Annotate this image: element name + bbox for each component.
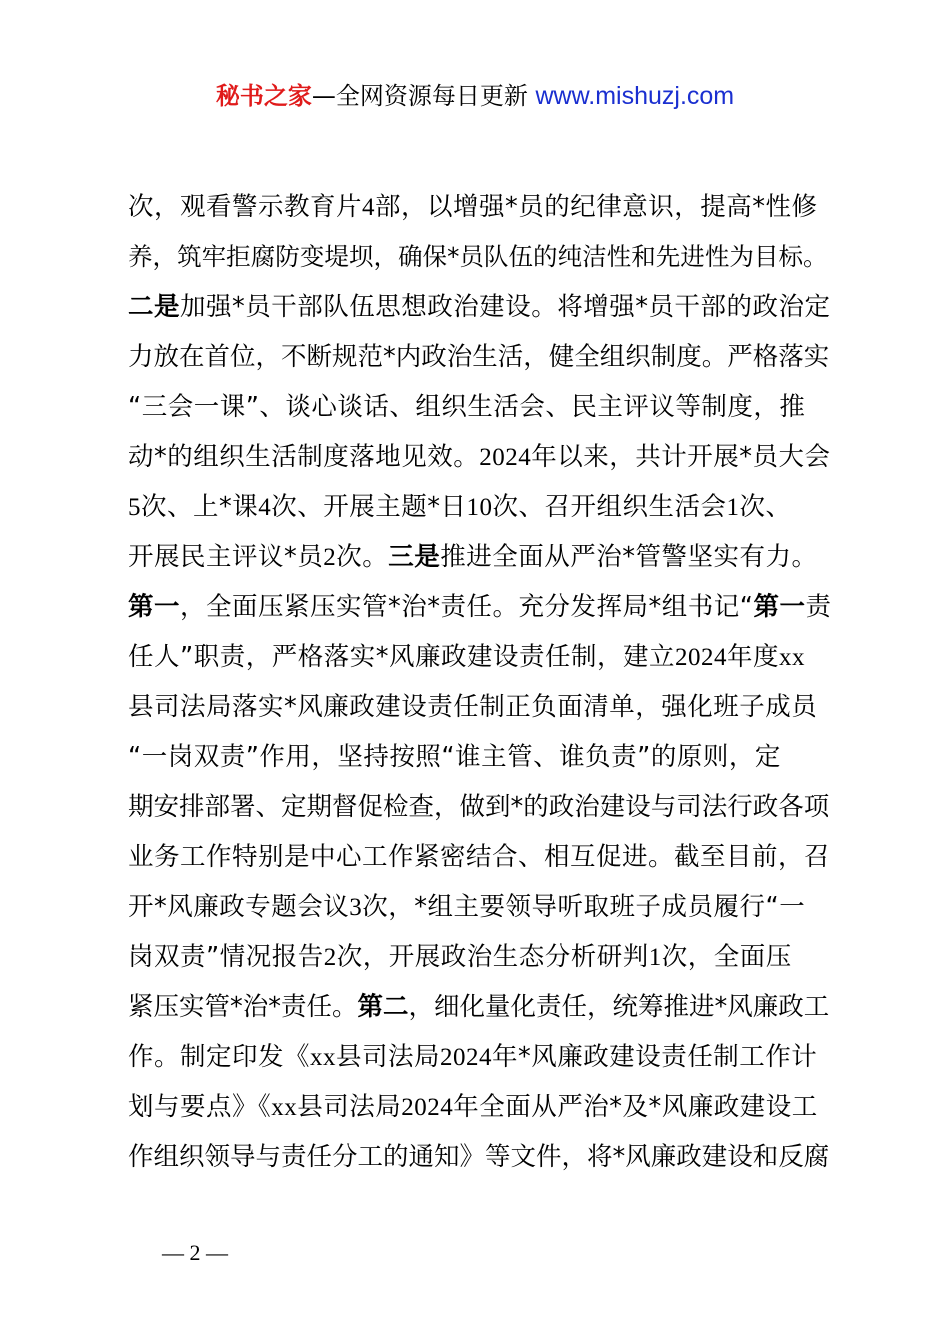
emphasis-text: 二是 <box>128 292 181 322</box>
text-segment: 5 <box>128 494 141 521</box>
text-segment: 次，观看警示教育片 <box>128 192 363 222</box>
text-segment: 业务工作特别是中心工作紧密结合、相互促进。截至目前，召 <box>128 842 831 872</box>
text-segment: 任人”职责，严格落实*风廉政建设责任制，建立 <box>128 642 675 672</box>
text-segment: 岗双责”情况报告 <box>128 942 324 972</box>
text-line <box>128 982 834 1032</box>
text-segment: 部，以增强*员的纪律意识，提高*性修 <box>375 192 818 222</box>
text-segment: 次。 <box>336 542 389 572</box>
text-segment: 4 <box>362 194 376 221</box>
text-segment: ，细化量化责任，统筹推进*风廉政工 <box>408 992 830 1022</box>
text-segment: 责 <box>805 592 832 622</box>
text-segment: 力放在首位，不断规范*内政治生活，健全组织制度。严格落实 <box>128 342 830 372</box>
emphasis-text: 三是 <box>388 542 441 572</box>
text-segment: 县司法局落实*风廉政建设责任制正负面清单，强化班子成员 <box>128 692 818 722</box>
text-segment: 期安排部署、定期督促检查，做到*的政治建设与司法行政各项 <box>128 792 830 822</box>
text-line <box>128 1132 834 1182</box>
site-header <box>0 78 950 114</box>
text-segment: 10 <box>466 494 493 521</box>
text-line <box>128 732 834 782</box>
site-tagline: —全网资源每日更新 <box>311 82 528 110</box>
text-segment: 2024 <box>674 644 727 671</box>
text-line <box>128 1032 834 1082</box>
text-segment: 2024 <box>479 444 532 471</box>
text-segment: 县司法局 <box>336 1042 441 1072</box>
text-segment: xx <box>271 1094 298 1121</box>
text-segment: 划与要点》《 <box>128 1092 272 1122</box>
text-segment: 3 <box>349 894 363 921</box>
text-line <box>128 1082 834 1132</box>
text-segment: 2 <box>323 944 337 971</box>
text-line <box>128 332 834 382</box>
text-segment: 县司法局 <box>297 1092 402 1122</box>
text-segment: 紧压实管*治*责任。 <box>128 992 358 1022</box>
site-brand: 秘书之家 <box>215 82 312 110</box>
text-segment: 1 <box>726 494 740 521</box>
page-number: — 2 — <box>162 1240 228 1265</box>
text-line <box>128 482 834 532</box>
text-segment: 4 <box>258 494 272 521</box>
text-line <box>128 582 834 632</box>
emphasis-text: 第一 <box>753 592 806 622</box>
site-url-link[interactable]: www.mishuzj.com <box>535 82 735 110</box>
text-segment: 2024 <box>440 1044 493 1071</box>
text-segment: 养，筑牢拒腐防变堤坝，确保*员队伍的纯洁性和先进性为目标。 <box>128 242 828 271</box>
emphasis-text: 第二 <box>357 992 409 1022</box>
text-segment: 次、上*课 <box>141 492 259 522</box>
text-segment: 年度 <box>726 642 779 672</box>
text-line <box>128 532 834 582</box>
text-line <box>128 882 834 932</box>
emphasis-text: 第一 <box>128 592 181 622</box>
text-segment: 次，全面压 <box>661 942 792 972</box>
text-line <box>128 782 834 832</box>
document-body <box>128 182 834 1182</box>
text-segment: 加强*员干部队伍思想政治建设。将增强*员干部的政治定 <box>180 292 831 322</box>
text-line <box>128 682 834 732</box>
text-segment: “一岗双责”作用，坚持按照“谁主管、谁负责”的原则，定 <box>128 742 781 772</box>
text-segment: ，全面压紧压实管*治*责任。充分发挥局*组书记“ <box>180 592 754 622</box>
text-segment: 次，开展政治生态分析研判 <box>336 942 649 972</box>
text-segment: 推进全面从严治*管警坚实有力。 <box>440 542 818 572</box>
text-line <box>128 182 834 232</box>
text-segment: 年以来，共计开展*员大会 <box>531 442 831 472</box>
text-segment: 动*的组织生活制度落地见效。 <box>128 442 480 472</box>
text-segment: 作组织领导与责任分工的通知》等文件，将*风廉政建设和反腐 <box>128 1142 830 1172</box>
text-segment: 年全面从严治*及*风廉政建设工 <box>453 1092 818 1122</box>
text-segment: 开*风廉政专题会议 <box>128 892 350 922</box>
text-segment: xx <box>778 644 805 671</box>
text-segment: “三会一课”、谈心谈话、组织生活会、民主评议等制度，推 <box>128 392 806 422</box>
text-line <box>128 232 834 282</box>
text-segment: 年*风廉政建设责任制工作计 <box>492 1042 818 1072</box>
text-segment: 1 <box>648 944 662 971</box>
text-line <box>128 932 834 982</box>
text-line <box>128 432 834 482</box>
text-line <box>128 832 834 882</box>
text-segment: 2 <box>323 544 337 571</box>
text-segment: xx <box>310 1044 337 1071</box>
text-segment: 次、开展主题*日 <box>271 492 467 522</box>
text-segment: 2024 <box>401 1094 454 1121</box>
text-line <box>128 632 834 682</box>
text-segment: 开展民主评议*员 <box>128 542 324 572</box>
text-segment: 次，*组主要领导听取班子成员履行“一 <box>362 892 806 922</box>
text-line <box>128 382 834 432</box>
text-line <box>128 282 834 332</box>
text-segment: 次、召开组织生活会 <box>492 492 727 522</box>
text-segment: 作。制定印发《 <box>128 1042 311 1072</box>
text-segment: 次、 <box>739 492 792 522</box>
